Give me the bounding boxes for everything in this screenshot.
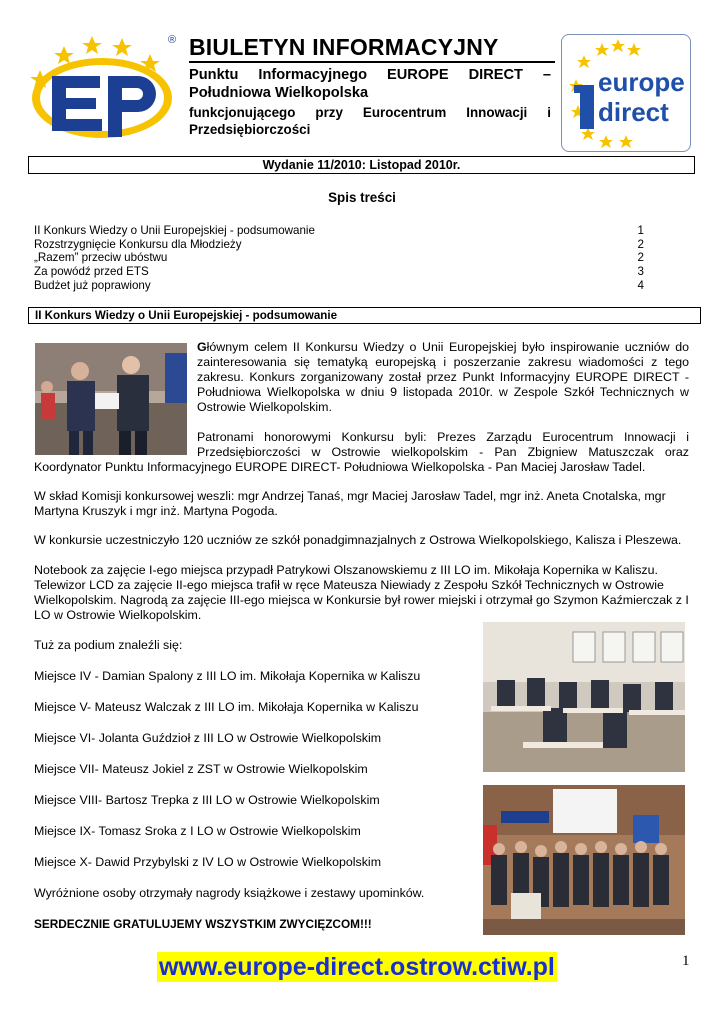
toc-page: 2 [637,251,644,265]
toc-title: Spis treści [328,190,396,205]
subtitle-line-3: funkcjonującego przy Eurocentrum Innowacji i [189,105,551,120]
drop-letter: G [197,340,207,354]
paragraph-intro-line-3: zakresu. Konkurs zorganizowany został przez Punkt Informacyjny EUROPE DIRECT - [197,370,689,384]
toc-label: Za powódź przed ETS [34,265,149,279]
toc-page: 3 [637,265,644,279]
subtitle-line-1: Punktu Informacyjnego EUROPE DIRECT – [189,67,551,83]
edition-box: Wydanie 11/2010: Listopad 2010r. [28,156,695,174]
place-item: Miejsce X- Dawid Przybylski z IV LO w Ostrowie Wielkopolskim [34,855,382,869]
place-item: Miejsce IV - Damian Spalony z III LO im. Mikołaja Kopernika w Kaliszu [34,669,421,683]
place-item: Miejsce IX- Tomasz Sroka z I LO w Ostrowie Wielkopolskim [34,824,361,838]
toc-row[interactable] [34,279,644,293]
europe-direct-logo [561,34,691,152]
registered-mark: ® [168,34,177,46]
title-underline [189,61,555,63]
table-of-contents [34,224,644,293]
toc-row[interactable] [34,265,644,279]
paragraph-intro-line-2: zainteresowania się tematyką europejską i poszerzanie zakresu wiadomości z tego [197,355,689,369]
toc-label: „Razem” przeciw ubóstwu [34,251,168,265]
prizes-line-2: Telewizor LCD za zajęcie II-ego miejsca trafił w ręce Mateusza Niewiady z Zespołu Szkół Technicznych w Ostrowie [34,578,664,592]
logo-word-direct: direct [598,97,669,127]
subtitle-line-4: Przedsiębiorczości [189,122,311,137]
patrons-line-2: Przedsiębiorczości w Ostrowie wielkopolskim - Pan Zbigniew Matuszczak oraz [197,445,689,459]
prizes-line-4: LO w Ostrowie Wielkopolskim. [34,608,202,622]
place-item: Miejsce VII- Mateusz Jokiel z ZST w Ostrowie Wielkopolskim [34,762,368,776]
place-item: Miejsce VIII- Bartosz Trepka z III LO w Ostrowie Wielkopolskim [34,793,380,807]
page-title: BIULETYN INFORMACYJNY [189,34,499,60]
subtitle-line-2: Południowa Wielkopolska [189,85,369,101]
award-ceremony-photo [35,343,187,455]
toc-label: Budżet już poprawiony [34,278,151,292]
podium-intro: Tuż za podium znaleźli się: [34,638,183,652]
logo-word-europe: europe [598,67,685,97]
paragraph-intro-line-5: Ostrowie Wielkopolskim. [197,400,332,414]
congratulations-text: SERDECZNIE GRATULUJEMY WSZYSTKIM ZWYCIĘZCOM!!! [34,917,372,931]
toc-page: 1 [637,224,644,237]
toc-row[interactable] [34,224,644,238]
website-link[interactable]: www.europe-direct.ostrow.ctiw.pl [159,953,555,981]
toc-label: Rozstrzygnięcie Konkursu dla Młodzieży [34,237,242,251]
page-number: 1 [682,953,690,969]
toc-page: 2 [637,237,644,251]
patrons-line-3: Koordynator Punktu Informacyjnego EUROPE DIRECT- Południowa Wielkopolska - Pan Maciej Jarosław Tadel. [34,460,646,474]
participants-paragraph: W konkursie uczestniczyło 120 uczniów ze szkół ponadgimnazjalnych z Ostrowa Wielkopolskiego, Kalisza i Pleszewa. [34,533,682,547]
commission-line-2: Martyna Kruszyk i mgr inż. Martyna Pogoda. [34,504,278,518]
place-item: Miejsce V- Mateusz Walczak z III LO im. Mikołaja Kopernika w Kaliszu [34,700,419,714]
ep-logo [30,32,180,144]
patrons-line-1: Patronami honorowymi Konkursu byli: Prezes Zarządu Eurocentrum Innowacji i [197,430,689,444]
prizes-line-1: Notebook za zajęcie I-ego miejsca przypadł Patrykowi Olszanowskiemu z III LO im. Mikołaja Kopernika w Kaliszu. [34,563,658,577]
intro-line-1-text: łównym celem II Konkursu Wiedzy o Unii Europejskiej było inspirowanie uczniów do [206,340,689,354]
section-heading: II Konkurs Wiedzy o Unii Europejskiej - podsumowanie [28,307,701,324]
toc-label: II Konkurs Wiedzy o Unii Europejskiej - podsumowanie [34,224,315,237]
prizes-line-3: Wielkopolskim. Nagrodą za zajęcie III-ego miejsca w Konkursie był rower miejski i otrzymał go Szymon Kaźmierczak z I [34,593,689,607]
toc-row[interactable] [34,238,644,252]
commission-line-1: W skład Komisji konkursowej weszli: mgr Andrzej Tanaś, mgr Maciej Jarosław Tadel, mgr inż. Aneta Cnotalska, mgr [34,489,666,503]
group-photo [483,785,685,935]
place-item: Miejsce VI- Jolanta Guździoł z III LO w Ostrowie Wielkopolskim [34,731,382,745]
contest-hall-photo [483,622,685,772]
paragraph-intro-line-4: Południowa Wielkopolska w dniu 9 listopada 2010r. w Zespole Szkół Technicznych w [197,385,689,399]
paragraph-intro-line-1 [197,340,689,355]
toc-page: 4 [637,278,644,292]
awards-note: Wyróżnione osoby otrzymały nagrody książkowe i zestawy upominków. [34,886,425,900]
toc-row[interactable] [34,251,644,265]
